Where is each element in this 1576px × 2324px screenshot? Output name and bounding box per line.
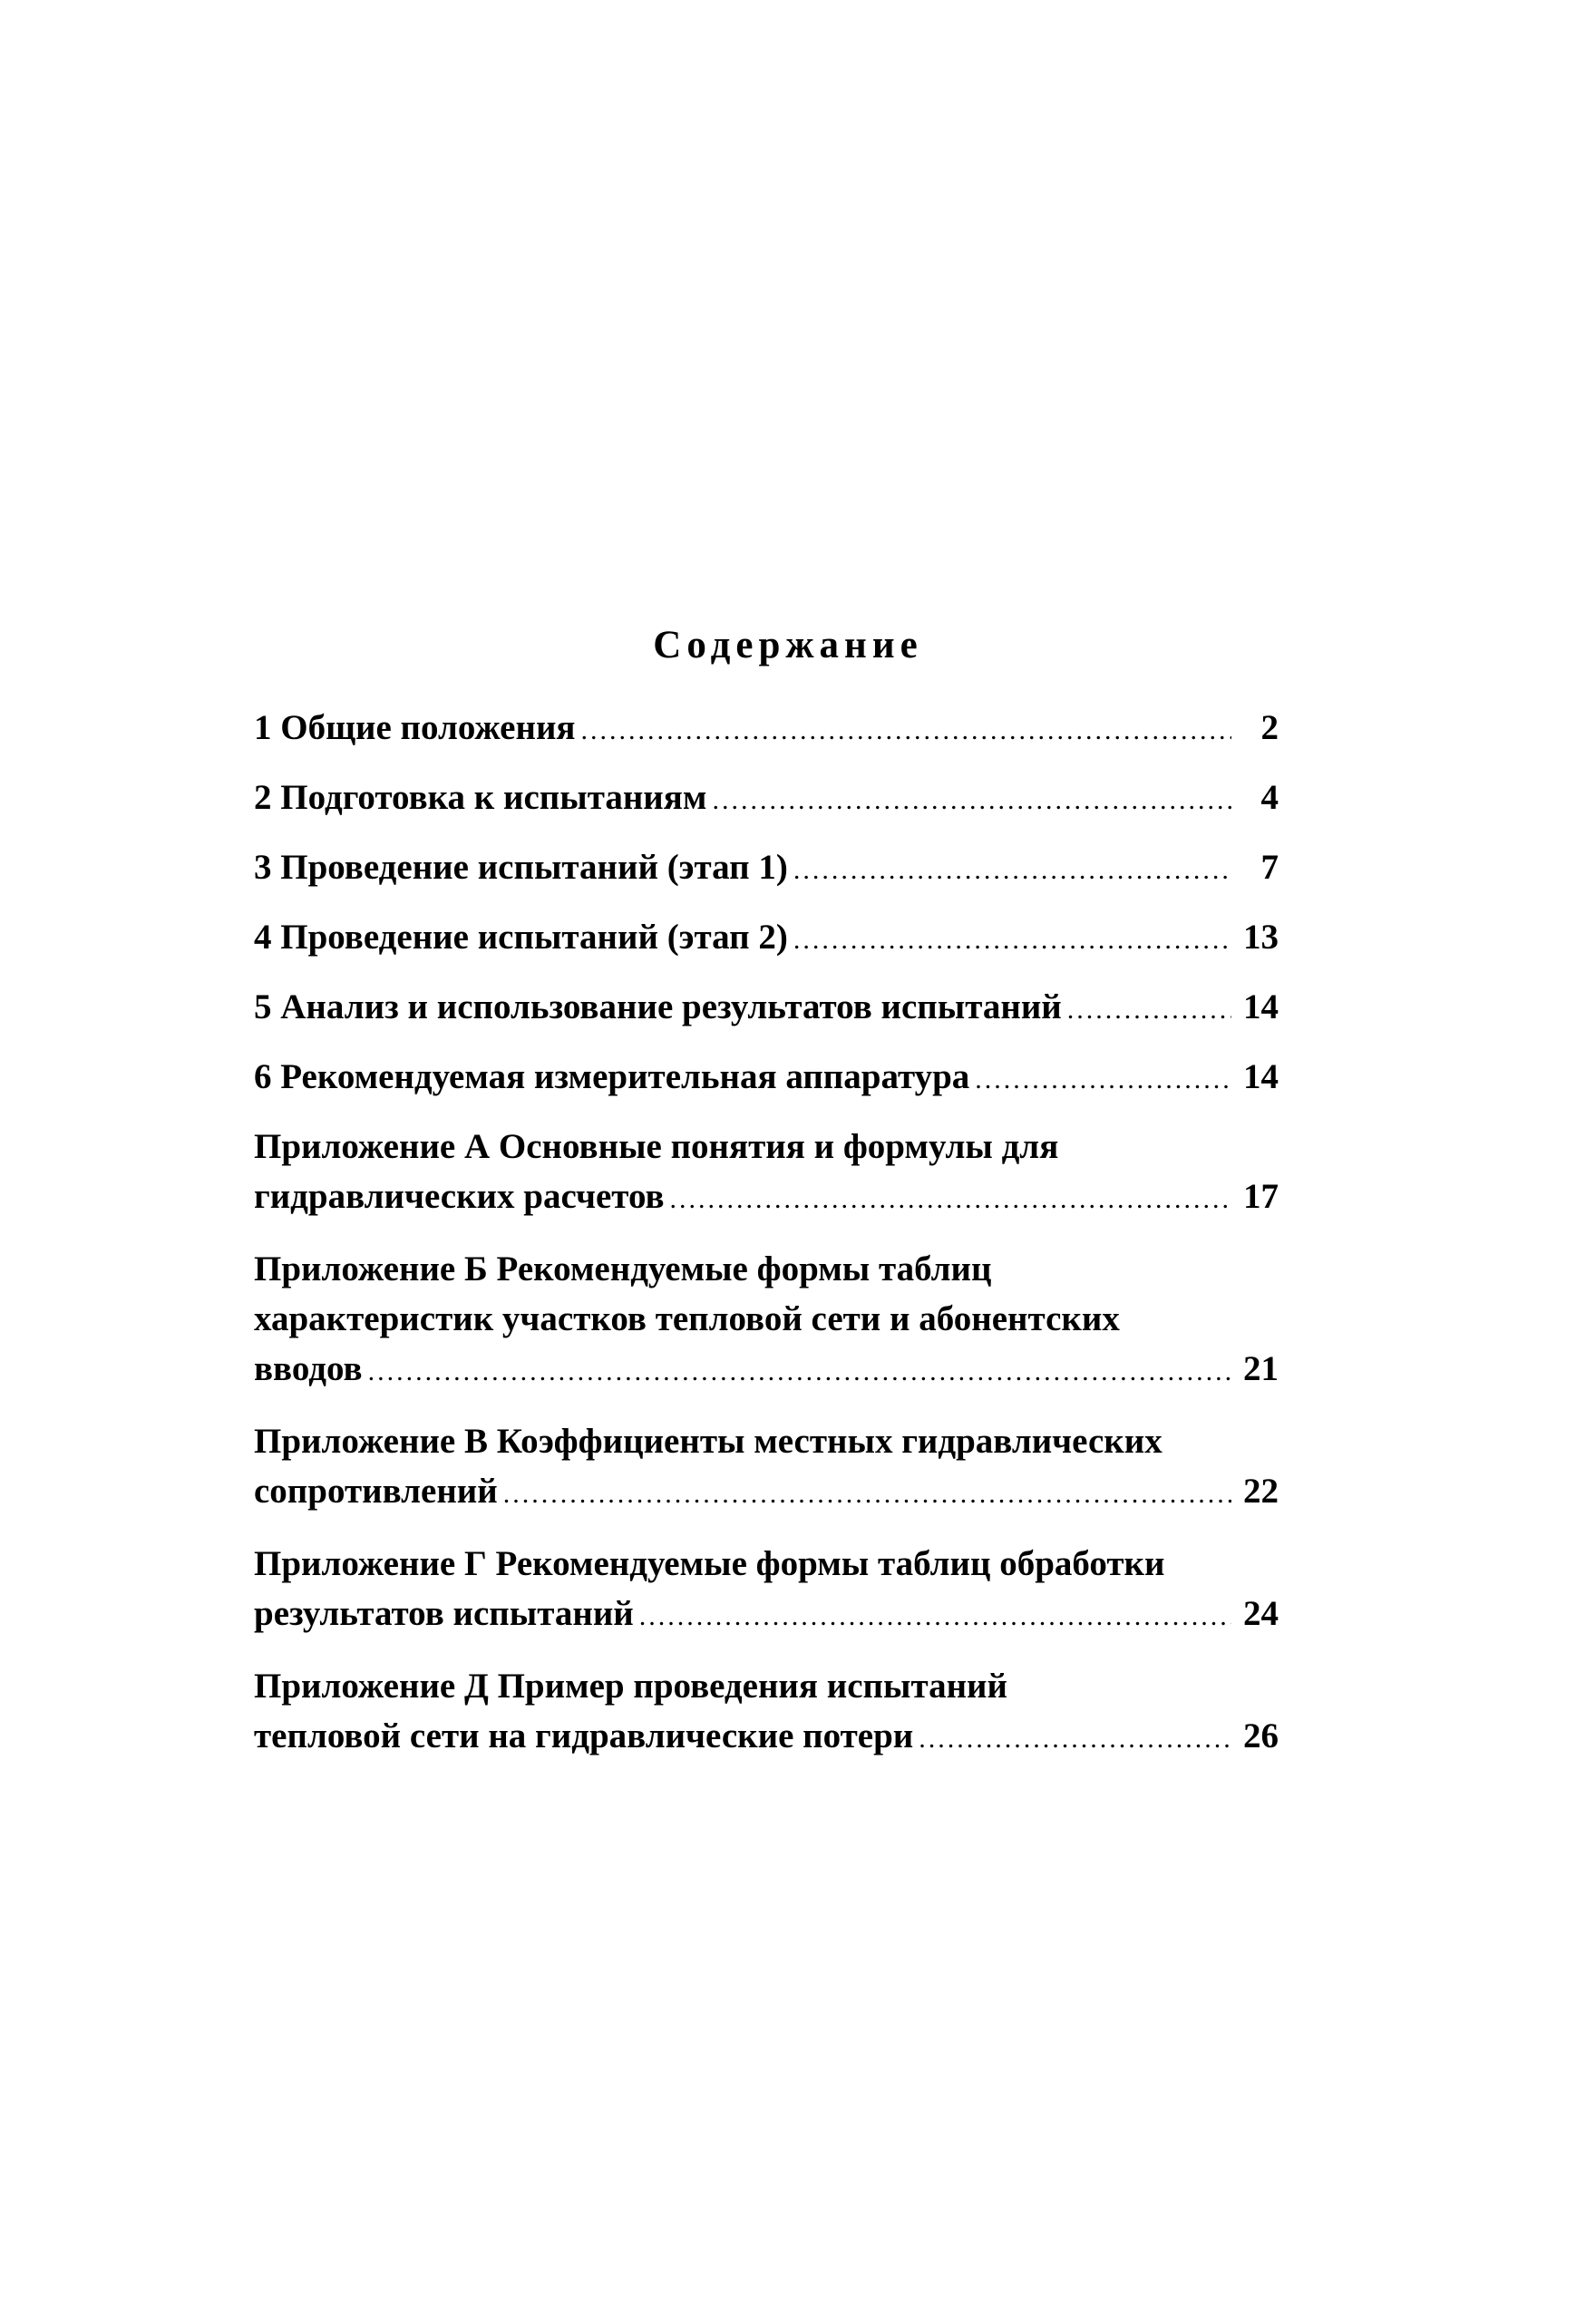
dot-leader [793,845,1231,895]
toc-entry-label: 2 Подготовка к испытаниям [254,778,707,817]
toc-entry-label: Приложение В Коэффициенты местных гидравлических [254,1422,1163,1461]
toc-page-number: 2 [1260,708,1279,747]
toc-page-number: 13 [1243,918,1279,957]
toc-entry-appendix-v[interactable] [254,1416,1279,1519]
toc-page-number: 14 [1243,1057,1279,1096]
toc-entry-6[interactable] [254,1052,1279,1104]
toc-entry-2[interactable] [254,773,1279,825]
toc-entry-label: 4 Проведение испытаний (этап 2) [254,918,788,957]
toc-entry-appendix-d[interactable] [254,1661,1279,1764]
toc-page-number: 4 [1260,778,1279,817]
toc-page-number: 24 [1243,1594,1279,1633]
toc-entry-label: 3 Проведение испытаний (этап 1) [254,848,788,887]
toc-entry-label: Приложение Г Рекомендуемые формы таблиц обработки [254,1544,1165,1583]
dot-leader [503,1469,1231,1519]
toc-page-number: 14 [1243,987,1279,1026]
dot-leader [793,915,1231,965]
toc-title: Содержание [653,624,923,666]
toc-entry-label: 5 Анализ и использование результатов испытаний [254,987,1062,1026]
toc-page-number: 26 [1243,1716,1279,1755]
dot-leader [639,1591,1231,1641]
toc-entry-appendix-b[interactable] [254,1244,1279,1396]
table-of-contents [254,703,1279,1784]
dot-leader [919,1714,1231,1764]
toc-entry-label: гидравлических расчетов [254,1177,665,1216]
dot-leader [670,1174,1231,1224]
dot-leader [712,775,1231,825]
dot-leader [1067,985,1231,1035]
toc-page-number: 21 [1243,1349,1279,1388]
toc-entry-label: Приложение Б Рекомендуемые формы таблиц [254,1250,992,1288]
toc-entry-4[interactable] [254,912,1279,965]
toc-entry-5[interactable] [254,982,1279,1035]
toc-entry-label: 1 Общие положения [254,708,576,747]
toc-entry-label: сопротивлений [254,1472,498,1511]
toc-entry-appendix-g[interactable] [254,1539,1279,1641]
dot-leader [368,1347,1231,1396]
toc-entry-1[interactable] [254,703,1279,755]
toc-page-number: 22 [1243,1472,1279,1511]
toc-entry-3[interactable] [254,842,1279,895]
toc-entry-label: Приложение А Основные понятия и формулы для [254,1127,1059,1166]
toc-entry-label: вводов [254,1349,363,1388]
toc-entry-label: характеристик участков тепловой сети и абонентских [254,1299,1120,1338]
dot-leader [975,1055,1231,1104]
dot-leader [581,705,1231,755]
toc-entry-label: 6 Рекомендуемая измерительная аппаратура [254,1057,970,1096]
toc-entry-label: результатов испытаний [254,1594,634,1633]
toc-entry-appendix-a[interactable] [254,1122,1279,1224]
toc-entry-label: Приложение Д Пример проведения испытаний [254,1667,1007,1706]
toc-entry-label: тепловой сети на гидравлические потери [254,1716,914,1755]
toc-page-number: 17 [1243,1177,1279,1216]
toc-page-number: 7 [1260,848,1279,887]
